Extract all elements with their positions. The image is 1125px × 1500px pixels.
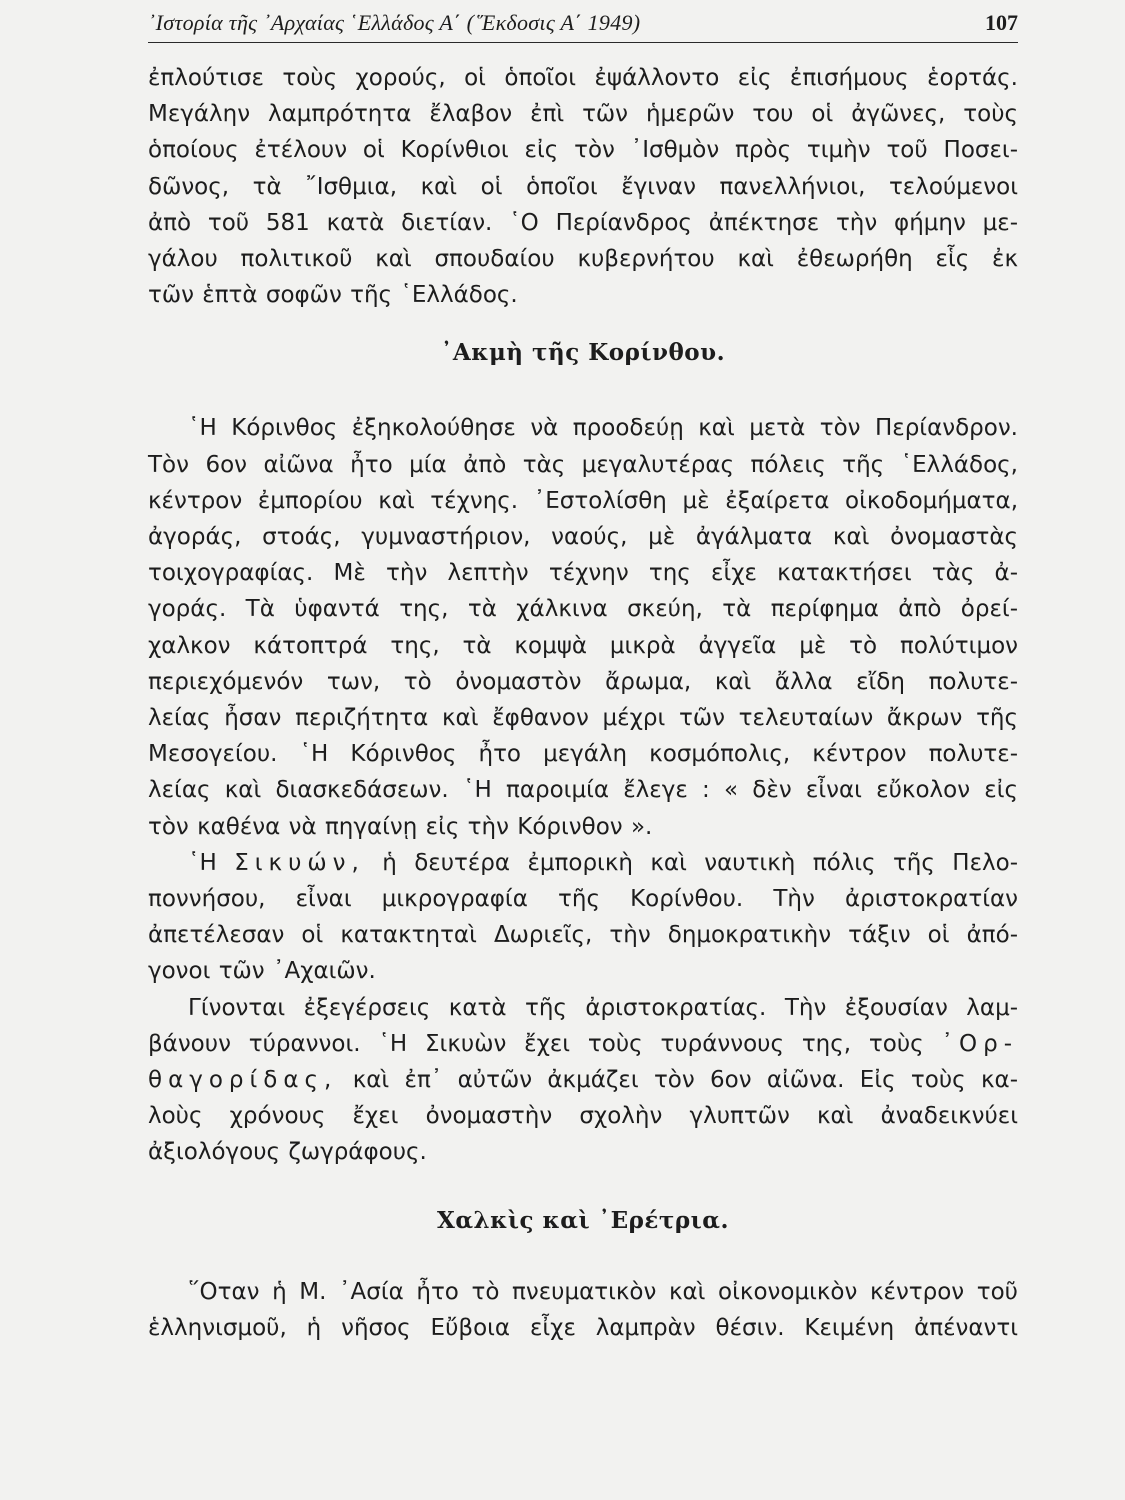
paragraph-3-line-1-rest: ἡ δευτέρα ἐμπορικὴ καὶ ναυτικὴ πόλις τῆς Πελο- <box>382 849 1018 876</box>
paragraph-2 <box>148 410 1018 844</box>
text-line: λοὺς χρόνους ἔχει ὀνομαστὴν σχολὴν γλυπτῶν καὶ ἀναδεικνύει <box>148 1103 1018 1130</box>
text-line: ἀγοράς, στοάς, γυμναστήριον, ναούς, μὲ ἀγάλματα καὶ ὀνομαστὰς <box>148 524 1018 551</box>
spaced-name-orthagoridas-part-1: ᾿Ορ- <box>941 1030 1019 1057</box>
text-line: ῾Η Κόρινθος ἐξηκολούθησε νὰ προοδεύῃ καὶ μετὰ τὸν Περίανδρον. <box>188 415 1018 442</box>
text-line: Γίνονται ἐξεγέρσεις κατὰ τῆς ἀριστοκρατίας. Τὴν ἐξουσίαν λαμ- <box>188 994 1018 1021</box>
text-line: ἀπετέλεσαν οἱ κατακτηταὶ Δωριεῖς, τὴν δημοκρατικὴν τάξιν οἱ ἀπό- <box>148 922 1018 949</box>
text-line: Μεγάλην λαμπρότητα ἔλαβον ἐπὶ τῶν ἡμερῶν του οἱ ἀγῶνες, τοὺς <box>148 101 1018 128</box>
text-line: γονοι τῶν ᾿Αχαιῶν. <box>148 958 376 985</box>
spaced-name-orthagoridas-part-2: θαγορίδας, <box>148 1067 338 1094</box>
paragraph-4-line-3-rest: καὶ ἐπ᾿ αὐτῶν ἀκμάζει τὸν 6ον αἰῶνα. Εἰς τοὺς κα- <box>352 1067 1019 1094</box>
spaced-name-sikyon: Σικυών, <box>234 849 365 876</box>
text-line: τὸν καθένα νὰ πηγαίνῃ εἰς τὴν Κόρινθον ». <box>148 813 653 840</box>
text-line: ὁποίους ἐτέλουν οἱ Κορίνθιοι εἰς τὸν ᾿Ισθμὸν πρὸς τιμὴν τοῦ Ποσει- <box>148 137 1018 164</box>
text-line: χαλκον κάτοπτρά της, τὰ κομψὰ μικρὰ ἀγγεῖα μὲ τὸ πολύτιμον <box>148 632 1018 659</box>
text-line: γάλου πολιτικοῦ καὶ σπουδαίου κυβερνήτου καὶ ἐθεωρήθη εἷς ἐκ <box>148 246 1018 273</box>
paragraph-1 <box>148 60 1018 313</box>
running-head: ᾿Ιστορία τῆς ᾿Αρχαίας ῾Ελλάδος Α΄ (῞Εκδοσις Α΄ 1949) <box>148 10 641 35</box>
text-line <box>148 1062 1018 1098</box>
text-line: Μεσογείου. ῾Η Κόρινθος ἦτο μεγάλη κοσμόπολις, κέντρον πολυτε- <box>148 741 1018 768</box>
page-number: 107 <box>985 10 1018 35</box>
text-line: ποννήσου, εἶναι μικρογραφία τῆς Κορίνθου. Τὴν ἀριστοκρατίαν <box>148 886 1018 913</box>
paragraph-3-lead: ῾Η <box>188 849 217 876</box>
text-line: τοιχογραφίας. Μὲ τὴν λεπτὴν τέχνην της εἶχε κατακτήσει τὰς ἀ- <box>148 560 1018 587</box>
paragraph-4-line-2: βάνουν τύραννοι. ῾Η Σικυὼν ἔχει τοὺς τυράννους της, τοὺς <box>148 1030 924 1057</box>
text-line: περιεχόμενόν των, τὸ ὀνομαστὸν ἄρωμα, καὶ ἄλλα εἴδη πολυτε- <box>148 668 1018 695</box>
text-line: κέντρον ἐμπορίου καὶ τέχνης. ᾿Εστολίσθη μὲ ἐξαίρετα οἰκοδομήματα, <box>148 487 1018 514</box>
text-line: λείας καὶ διασκεδάσεων. ῾Η παροιμία ἔλεγε : « δὲν εἶναι εὔκολον εἰς <box>148 777 1018 804</box>
text-line: ἀξιολόγους ζωγράφους. <box>148 1139 427 1166</box>
text-line: ἀπὸ τοῦ 581 κατὰ διετίαν. ῾Ο Περίανδρος ἀπέκτησε τὴν φήμην με- <box>148 209 1018 236</box>
text-line: δῶνος, τὰ ῎Ισθμια, καὶ οἱ ὁποῖοι ἔγιναν πανελλήνιοι, τελούμενοι <box>148 173 1018 200</box>
text-line <box>148 1026 1018 1062</box>
text-line: ἑλληνισμοῦ, ἡ νῆσος Εὔβοια εἶχε λαμπρὰν θέσιν. Κειμένη ἀπέναντι <box>148 1314 1018 1341</box>
text-line: ἐπλούτισε τοὺς χορούς, οἱ ὁποῖοι ἐψάλλοντο εἰς ἐπισήμους ἑορτάς. <box>148 65 1018 91</box>
text-block <box>148 60 1018 1346</box>
text-line: ῞Οταν ἡ Μ. ᾿Ασία ἦτο τὸ πνευματικὸν καὶ οἰκονομικὸν κέντρον τοῦ <box>188 1278 1018 1305</box>
paragraph-3 <box>148 845 1018 990</box>
paragraph-4 <box>148 990 1018 1171</box>
section-heading-akme-korinthou: ᾿Ακμὴ τῆς Κορίνθου. <box>440 339 726 367</box>
text-line: λείας ἦσαν περιζήτητα καὶ ἔφθανον μέχρι τῶν τελευταίων ἄκρων τῆς <box>148 705 1018 732</box>
text-line: γοράς. Τὰ ὑφαντά της, τὰ χάλκινα σκεύη, τὰ περίφημα ἀπὸ ὀρεί- <box>148 596 1018 623</box>
text-line: Τὸν 6ον αἰῶνα ἦτο μία ἀπὸ τὰς μεγαλυτέρας πόλεις τῆς ῾Ελλάδος, <box>148 451 1018 478</box>
paragraph-5 <box>148 1274 1018 1346</box>
text-line: τῶν ἑπτὰ σοφῶν τῆς ῾Ελλάδος. <box>148 282 518 309</box>
section-heading-chalkis-eretria: Χαλκὶς καὶ ᾿Ερέτρια. <box>436 1206 730 1234</box>
page-header <box>148 8 1018 43</box>
text-line <box>148 845 1018 881</box>
